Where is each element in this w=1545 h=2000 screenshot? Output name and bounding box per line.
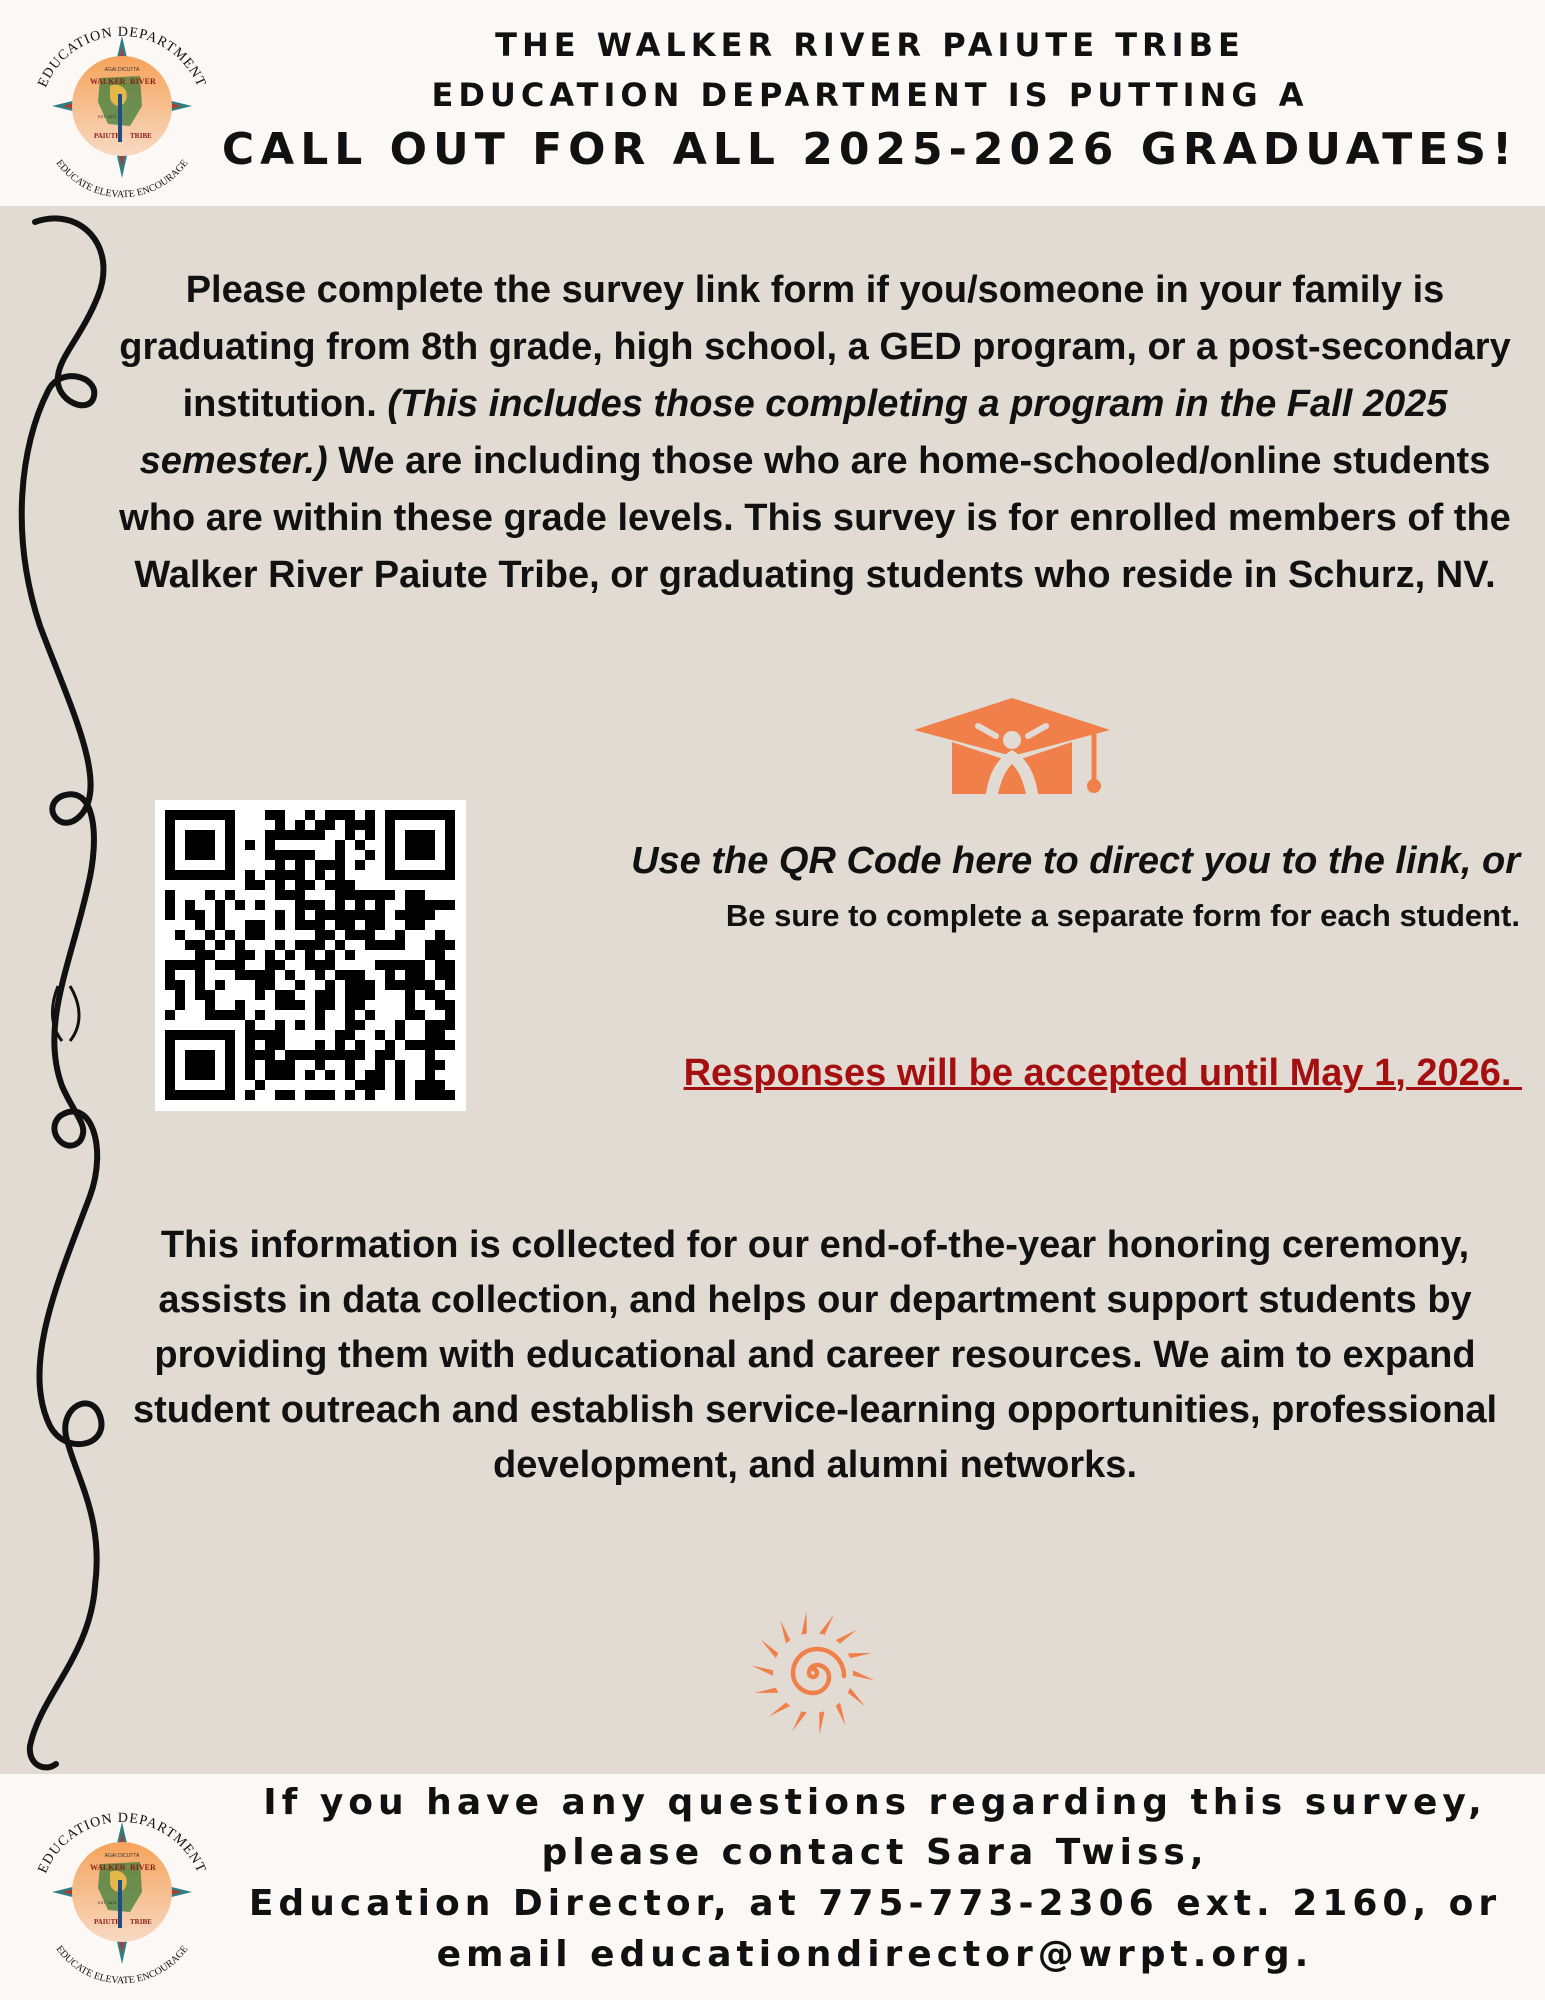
purpose-paragraph: This information is collected for our end-of-the-year honoring ceremony, assists in data collection, and helps our department support students by providing them with educational and career resources. We aim to expand student outreach and establish service-learning opportunities, professional development, and alumni networks.	[132, 1224, 1498, 1486]
footer-line-1: If you have any questions regarding this survey,	[263, 1782, 1487, 1823]
header-title: CALL OUT FOR ALL 2025-2026 GRADUATES!	[221, 124, 1519, 175]
footer-line-2: please contact Sara Twiss,	[541, 1832, 1209, 1873]
qr-code-icon	[155, 800, 466, 1111]
footer-line-3: Education Director, at 775-773-2306 ext. 2160, or	[248, 1883, 1502, 1924]
seal-bottom-right-word: TRIBE	[130, 132, 152, 140]
education-department-seal	[22, 6, 222, 206]
header-line-1: THE WALKER RIVER PAIUTE TRIBE	[495, 26, 1245, 64]
seal-inner-top: AGAI DICUTTA	[104, 67, 140, 73]
seal-arc-bottom: EDUCATE ELEVATE ENCOURAGE	[53, 1943, 191, 1987]
intro-text-1: Please complete the survey link form if you/someone in your family is graduating from 8th grade, high school, a GED program, or a post-secondary institution.	[119, 269, 1511, 425]
qr-code[interactable]	[155, 800, 466, 1111]
seal-bottom-left-word: PAIUTE	[94, 132, 120, 140]
intro-italic-note: (This includes those completing a program in the Fall 2025 semester.)	[139, 383, 1448, 482]
separate-form-note: Be sure to complete a separate form for each student.	[725, 898, 1520, 933]
intro-text-2: We are including those who are home-schooled/online students who are within these grade levels. This survey is for enrolled members of the Walker River Paiute Tribe, or graduating students who reside in Schurz, NV.	[119, 440, 1511, 596]
seal-arc-bottom: EDUCATE ELEVATE ENCOURAGE	[53, 157, 191, 201]
header-line-2: EDUCATION DEPARTMENT IS PUTTING A	[431, 76, 1309, 114]
seal-inner-small: EST. 1874	[98, 114, 117, 119]
qr-instruction: Use the QR Code here to direct you to the link, or	[631, 840, 1520, 882]
graduation-cap-icon	[912, 696, 1112, 802]
sun-spiral-icon	[748, 1608, 878, 1738]
seal-arc-top: EDUCATION DEPARTMENT	[35, 24, 209, 90]
seal-arc-top: EDUCATION DEPARTMENT	[35, 1810, 209, 1876]
seal-right-word: RIVER	[130, 1863, 156, 1872]
seal-left-word: WALKER	[90, 1863, 126, 1872]
seal-bottom-left-word: PAIUTE	[94, 1918, 120, 1926]
seal-inner-small: EST. 1874	[98, 1900, 117, 1905]
seal-inner-top: AGAI DICUTTA	[104, 1853, 140, 1859]
seal-left-word: WALKER	[90, 77, 126, 86]
education-department-seal	[22, 1792, 222, 1992]
intro-paragraph	[110, 262, 1520, 604]
seal-right-word: RIVER	[130, 77, 156, 86]
seal-bottom-right-word: TRIBE	[130, 1918, 152, 1926]
deadline-notice: Responses will be accepted until May 1, 2026.	[683, 1052, 1522, 1094]
footer-email[interactable]: email educationdirector@wrpt.org.	[436, 1934, 1314, 1975]
